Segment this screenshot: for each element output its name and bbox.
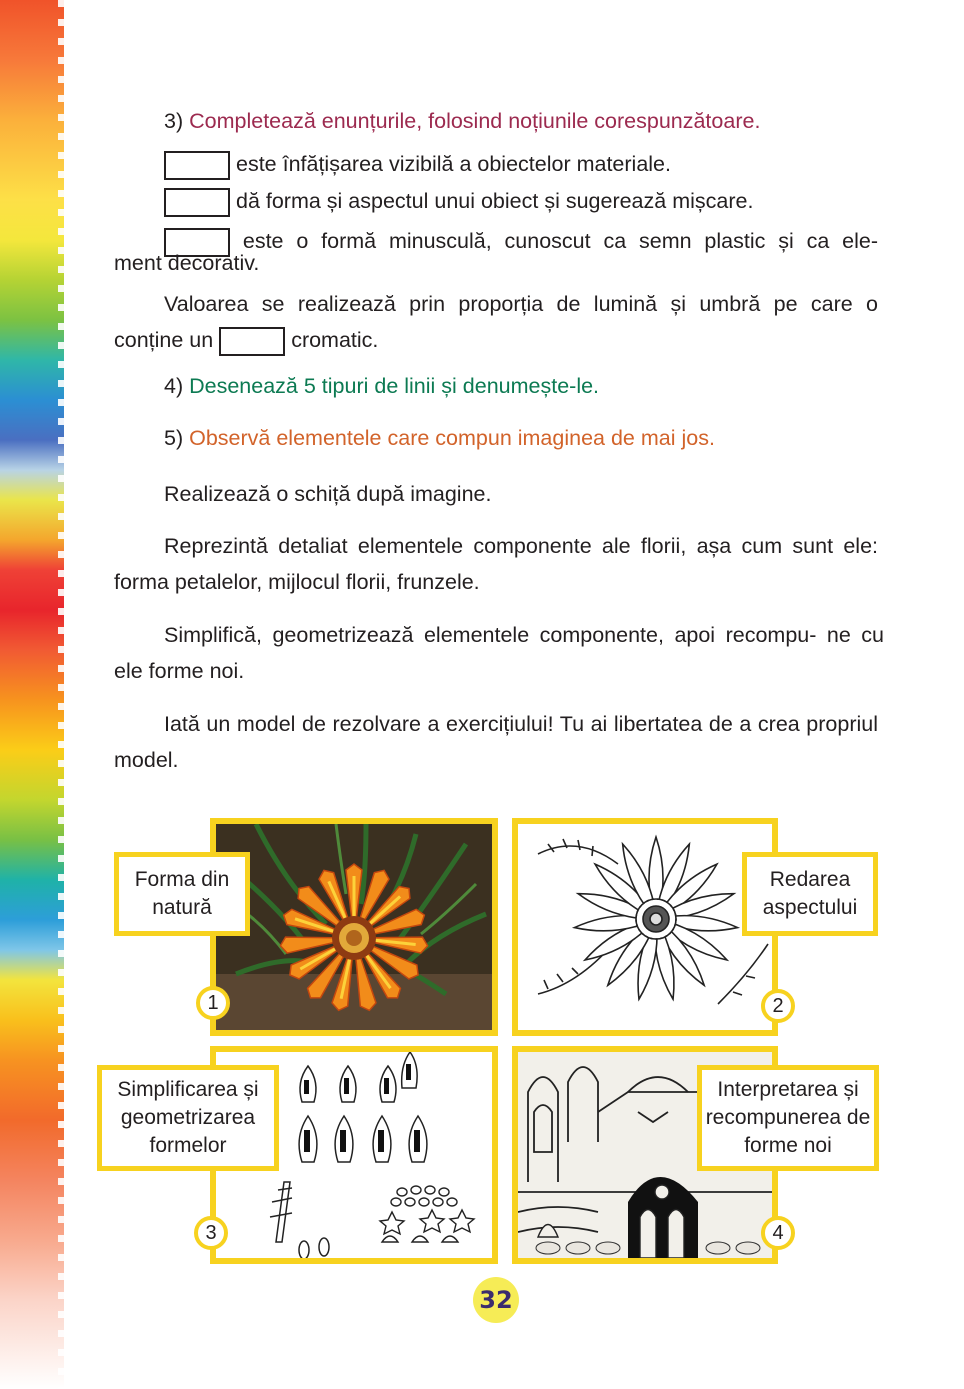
exercise-3-line-2: [164, 188, 753, 217]
exercise-5-paragraph-1: Realizează o schiță după imagine.: [164, 482, 492, 506]
exercise-3-line-1-text: este înfățișarea vizibilă a obiectelor materiale.: [235, 152, 671, 177]
panel-1-photo: [210, 818, 498, 1036]
answer-box-1[interactable]: [164, 151, 230, 180]
panel-number-2: [761, 989, 795, 1023]
panel-number-1-text: 1: [207, 992, 219, 1014]
label-interpretation: [697, 1065, 879, 1171]
exercise-5-heading: [164, 426, 715, 451]
exercise-3-title: Completează enunțurile, folosind noțiunile corespunzătoare.: [189, 109, 761, 133]
value-line-c-text: cromatic.: [291, 328, 379, 352]
label-aspect-rendering: [742, 852, 878, 936]
exercise-3-line-3a-text: este o formă minusculă, cunoscut ca semn plastic și ca ele-: [242, 229, 878, 253]
value-line-a: Valoarea se realizează prin proporția de lumină și umbră pe care o: [164, 292, 878, 316]
exercise-3-number: 3): [164, 109, 184, 133]
answer-box-2[interactable]: [164, 188, 230, 217]
exercise-4-title: Desenează 5 tipuri de linii și denumește-le.: [189, 374, 600, 398]
panel-number-2-text: 2: [772, 995, 784, 1017]
exercise-3-line-2-text: dă forma și aspectul unui obiect și sugerează mișcare.: [235, 189, 754, 214]
flower-sketch-image: [518, 824, 772, 1030]
value-line-b-text: conține un: [114, 328, 214, 352]
label-simplification-text: Simplificarea și geometrizarea formelor: [117, 1078, 259, 1157]
exercise-4-heading: [164, 374, 599, 399]
label-simplification: [97, 1065, 279, 1171]
exercise-5-paragraph-4: Iată un model de rezolvare a exercițiului! Tu ai libertatea de a crea propriul model.: [114, 712, 878, 772]
exercise-3-line-3b: ment decorativ.: [114, 251, 260, 275]
panel-number-3-text: 3: [205, 1222, 217, 1244]
panel-number-4: [761, 1216, 795, 1250]
label-nature-form: [114, 852, 250, 936]
label-interpretation-text: Interpretarea și recompunerea de forme noi: [705, 1078, 871, 1157]
exercise-5-title: Observă elementele care compun imaginea de mai jos.: [189, 426, 715, 450]
exercise-3-line-3: [114, 224, 878, 274]
exercise-3-line-1: [164, 151, 671, 180]
panel-number-1: [196, 986, 230, 1020]
page-number: 32: [473, 1277, 519, 1323]
flower-photo-image: [216, 824, 492, 1030]
label-aspect-rendering-text: Redarea aspectului: [762, 868, 858, 919]
answer-box-4[interactable]: [219, 327, 285, 356]
value-paragraph: [114, 286, 878, 358]
panel-number-4-text: 4: [772, 1222, 784, 1244]
exercise-5-number: 5): [164, 426, 184, 450]
label-nature-form-text: Forma din natură: [134, 868, 230, 919]
exercise-3-heading: [164, 109, 760, 134]
rainbow-margin-decoration: [0, 0, 64, 1389]
panel-number-3: [194, 1216, 228, 1250]
exercise-5-paragraph-2: Reprezintă detaliat elementele componente ale florii, așa cum sunt ele: forma petalelor, mijlocul florii, frunzele.: [114, 534, 878, 594]
exercise-5-paragraph-3: Simplifică, geometrizează elementele componente, apoi recompu- ne cu ele forme noi.: [114, 623, 884, 683]
exercise-4-number: 4): [164, 374, 184, 398]
panel-2-sketch: [512, 818, 778, 1036]
value-line-b: [114, 322, 878, 358]
